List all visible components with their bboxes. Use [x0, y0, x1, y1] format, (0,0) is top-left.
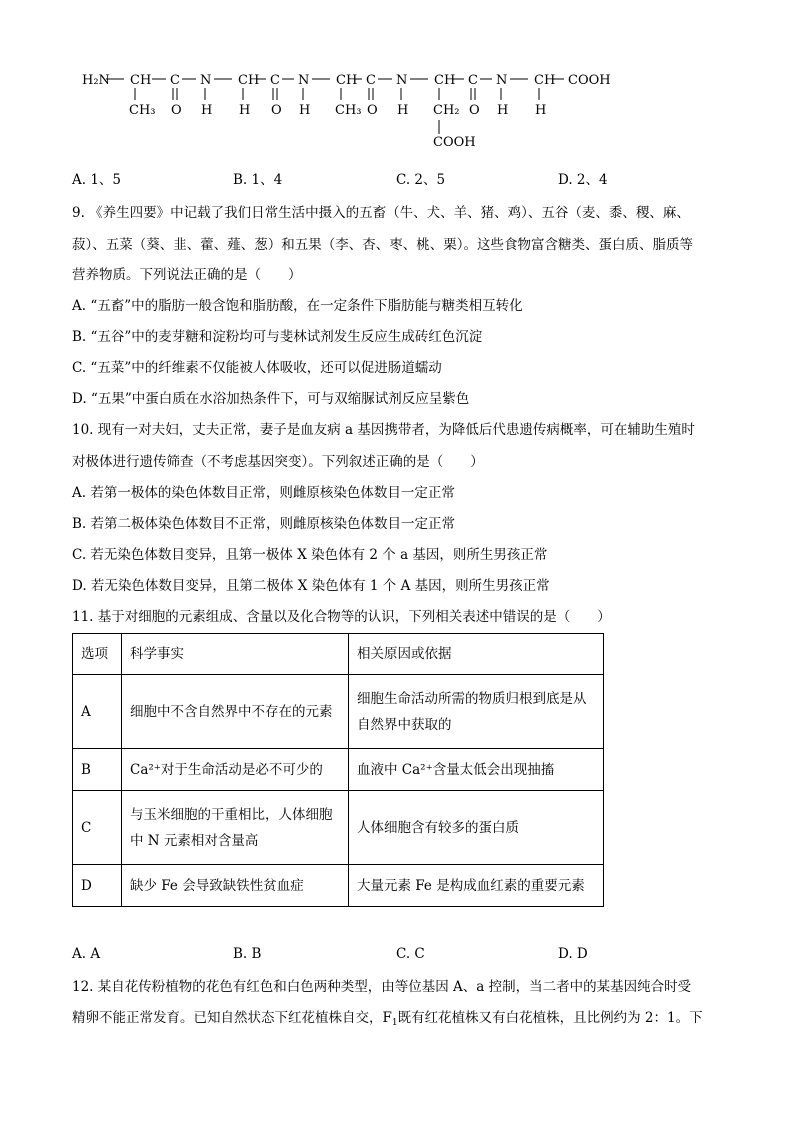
peptide-atom: N: [496, 73, 508, 88]
table-row: [73, 865, 604, 907]
peptide-substituent: CH₃: [129, 103, 156, 118]
peptide-atom: CH: [336, 73, 358, 88]
row-b-reason: 血液中 Ca²⁺含量太低会出现抽搐: [349, 749, 604, 791]
peptide-atom: H₂N: [82, 73, 110, 88]
q8-option-c: C. 2、5: [396, 172, 446, 188]
row-d-reason: 大量元素 Fe 是构成血红素的重要元素: [349, 865, 604, 907]
q11-option-c: C. C: [396, 946, 425, 962]
peptide-substituent: H: [497, 103, 509, 118]
row-d-fact: 缺少 Fe 会导致缺铁性贫血症: [122, 865, 349, 907]
q10-stem-line-2: 对极体进行遗传筛查（不考虑基因突变）。下列叙述正确的是（ ）: [72, 454, 484, 470]
q9-option-b: B. “五谷”中的麦芽糖和淀粉均可与斐林试剂发生反应生成砖红色沉淀: [72, 329, 483, 345]
q11-option-d: D. D: [558, 946, 588, 962]
peptide-substituent: O: [367, 103, 378, 118]
peptide-substituent: O: [271, 103, 282, 118]
q12-stem-line-1: 12. 某自花传粉植物的花色有红色和白色两种类型，由等位基因 A、a 控制，当二者中的某基因纯合时受: [72, 979, 692, 995]
row-c-option: C: [73, 791, 122, 865]
row-a-option: A: [73, 675, 122, 749]
table-row: [73, 749, 604, 791]
q8-option-b: B. 1、4: [233, 172, 283, 188]
peptide-atom: N: [200, 73, 212, 88]
q8-option-a: A. 1、5: [72, 172, 122, 188]
table-row: [73, 675, 604, 749]
peptide-atom: C: [170, 73, 180, 88]
r-group-cooh: COOH: [433, 135, 476, 150]
peptide-substituent: CH₂: [433, 103, 460, 118]
q12-f1-subscript: 1: [391, 1018, 398, 1028]
peptide-atom: C: [366, 73, 376, 88]
peptide-atom: CH: [534, 73, 556, 88]
q10-stem-line-1: 10. 现有一对夫妇，丈夫正常，妻子是血友病 a 基因携带者，为降低后代患遗传病概率，可在辅助生殖时: [72, 422, 695, 438]
peptide-atom: N: [298, 73, 310, 88]
peptide-atom: CH: [434, 73, 456, 88]
q9-stem-line-3: 营养物质。下列说法正确的是（ ）: [72, 267, 302, 283]
q11-stem: 11. 基于对细胞的元素组成、含量以及化合物等的认识，下列相关表述中错误的是（ ）: [72, 609, 611, 625]
table-header-row: [73, 634, 604, 675]
q10-option-d: D. 若无染色体数目变异，且第二极体 X 染色体有 1 个 A 基因，则所生男孩正常: [72, 578, 550, 594]
row-d-option: D: [73, 865, 122, 907]
q12-stem-line-2: [72, 1009, 703, 1029]
q10-option-b: B. 若第二极体染色体数目不正常，则雌原核染色体数目一定正常: [72, 516, 456, 532]
peptide-substituent: H: [299, 103, 311, 118]
q9-stem-line-1: 9. 《养生四要》中记载了我们日常生活中摄入的五畜（牛、犬、羊、猪、鸡）、五谷（麦、黍、稷、麻、: [72, 205, 690, 221]
peptide-atom: C: [468, 73, 478, 88]
row-c-fact: [122, 791, 349, 865]
row-c-fact-line-2: 中 N 元素相对含量高: [130, 832, 259, 849]
peptide-atom: C: [270, 73, 280, 88]
table-row: [73, 791, 604, 865]
header-reason: 相关原因或依据: [349, 634, 604, 675]
peptide-atom: COOH: [568, 73, 611, 88]
q9-option-c: C. “五菜”中的纤维素不仅能被人体吸收，还可以促进肠道蠕动: [72, 360, 442, 376]
row-a-fact: 细胞中不含自然界中不存在的元素: [122, 675, 349, 749]
peptide-atom: N: [396, 73, 408, 88]
peptide-substituent: O: [171, 103, 182, 118]
q10-option-c: C. 若无染色体数目变异，且第一极体 X 染色体有 2 个 a 基因，则所生男孩正常: [72, 547, 548, 563]
peptide-structure-diagram: [70, 66, 630, 154]
row-c-reason: 人体细胞含有较多的蛋白质: [349, 791, 604, 865]
q10-option-a: A. 若第一极体的染色体数目正常，则雌原核染色体数目一定正常: [72, 485, 455, 501]
row-a-reason-line-2: 自然界中获取的: [357, 716, 452, 733]
peptide-atom: CH: [130, 73, 152, 88]
row-b-option: B: [73, 749, 122, 791]
peptide-substituent: H: [201, 103, 213, 118]
peptide-substituent: H: [239, 103, 251, 118]
q9-stem-line-2: 菽）、五菜（葵、韭、藿、薤、葱）和五果（李、杏、枣、桃、栗）。这些食物富含糖类、蛋白质、脂质等: [72, 237, 693, 253]
peptide-substituent: H: [397, 103, 409, 118]
row-a-reason-line-1: 细胞生命活动所需的物质归根到底是从: [357, 690, 587, 707]
q8-option-d: D. 2、4: [558, 172, 608, 188]
peptide-substituent: CH₃: [335, 103, 362, 118]
header-fact: 科学事实: [122, 634, 349, 675]
header-option: 选项: [73, 634, 122, 675]
row-b-fact: Ca²⁺对于生命活动是必不可少的: [122, 749, 349, 791]
row-c-fact-line-1: 与玉米细胞的干重相比，人体细胞: [130, 806, 333, 823]
q9-option-d: D. “五果”中蛋白质在水浴加热条件下，可与双缩脲试剂反应呈紫色: [72, 391, 470, 407]
q11-option-a: A. A: [72, 946, 101, 962]
q11-option-b: B. B: [233, 946, 262, 962]
q9-option-a: A. “五畜”中的脂肪一般含饱和脂肪酸，在一定条件下脂肪能与糖类相互转化: [72, 298, 523, 314]
q12-line-2-part-b: 既有红花植株又有白花植株，且比例约为 2：1。下: [397, 1010, 703, 1026]
peptide-atom: CH: [238, 73, 260, 88]
peptide-substituent: H: [535, 103, 547, 118]
q12-line-2-part-a: 精卵不能正常发育。已知自然状态下红花植株自交，F: [72, 1010, 392, 1026]
peptide-substituent: O: [469, 103, 480, 118]
row-a-reason: [349, 675, 604, 749]
q11-table: [72, 633, 604, 907]
